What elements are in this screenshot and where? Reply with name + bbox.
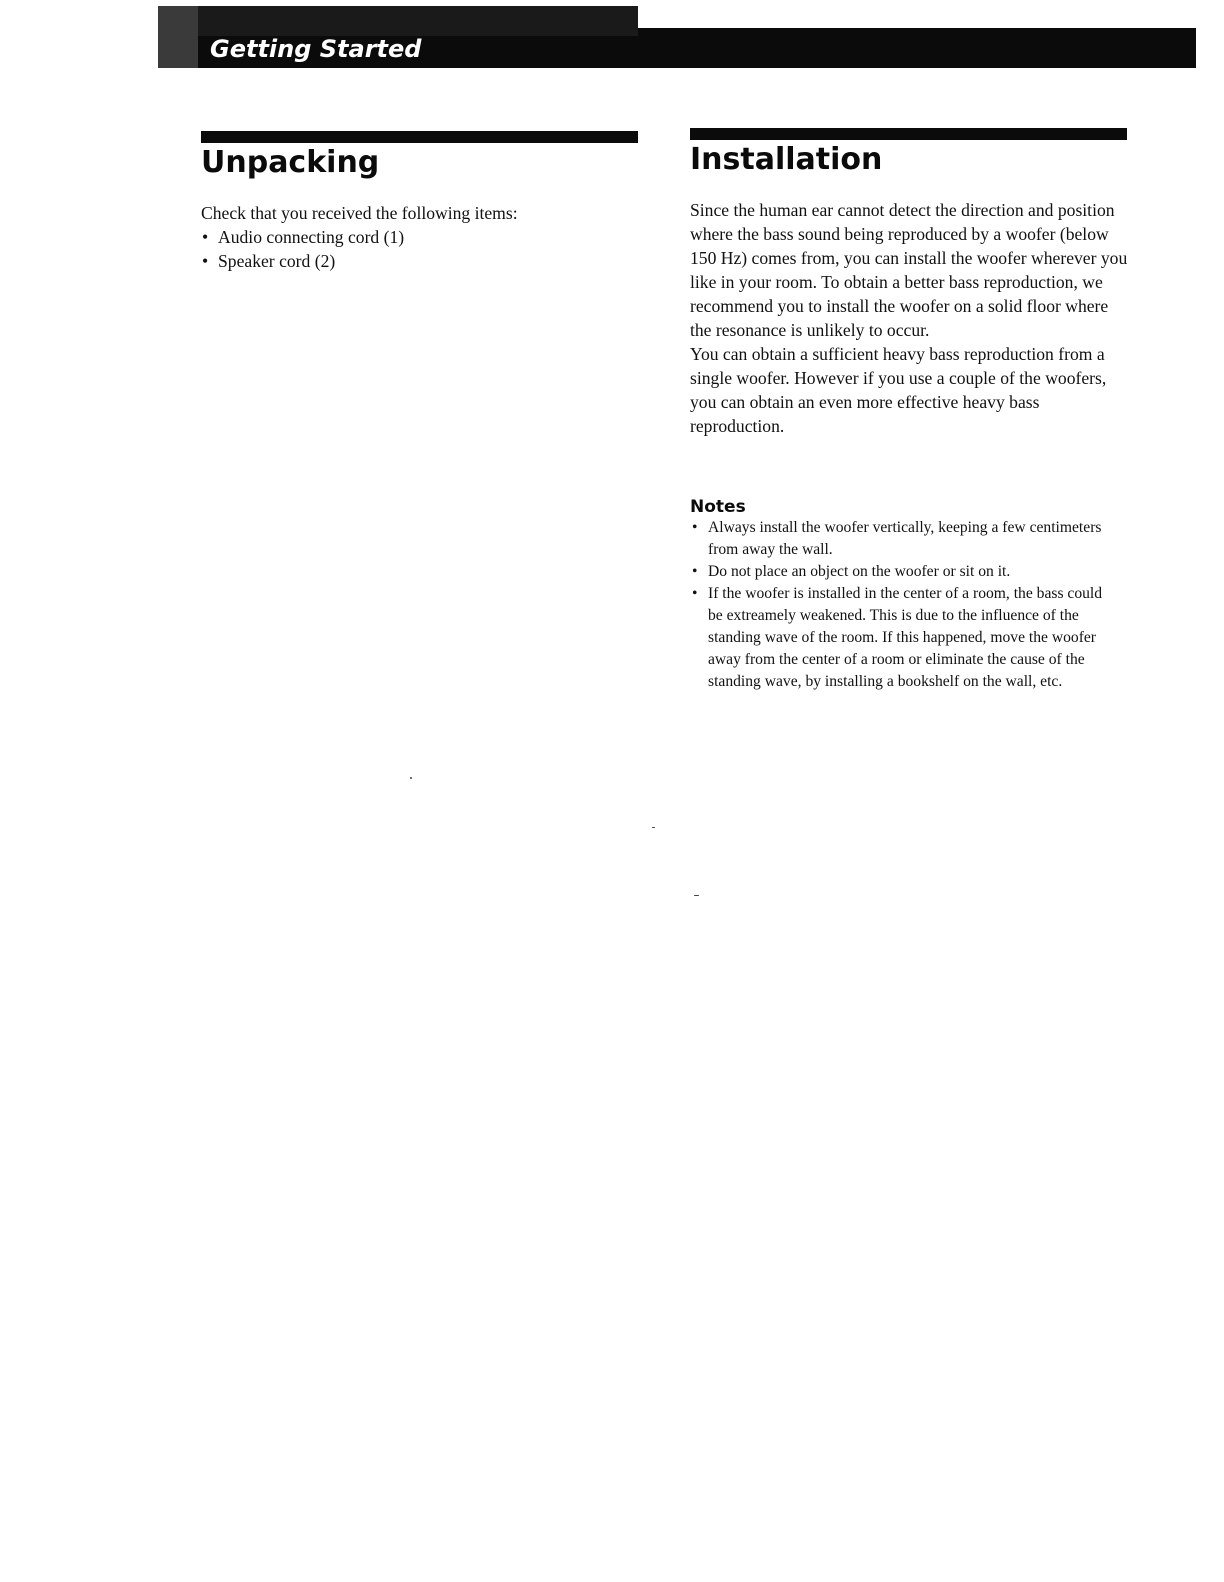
scan-speck	[694, 895, 699, 896]
unpacking-intro: Check that you received the following items:	[201, 203, 518, 223]
list-item: • Speaker cord (2)	[201, 249, 638, 273]
scan-speck	[410, 777, 412, 779]
installation-body	[690, 198, 1130, 438]
unpacking-rule	[201, 131, 638, 143]
note-item: • Do not place an object on the woofer or sit on it.	[690, 561, 1120, 583]
notes-list	[690, 517, 1120, 693]
list-item: • Audio connecting cord (1)	[201, 225, 638, 249]
notes-heading: Notes	[690, 497, 746, 517]
installation-title: Installation	[690, 142, 883, 177]
unpacking-list	[201, 225, 638, 273]
unpacking-title: Unpacking	[201, 145, 380, 180]
header-corner-texture	[158, 6, 198, 68]
installation-rule	[690, 128, 1127, 140]
note-item: • If the woofer is installed in the center of a room, the bass could be extreamely weakened. This is due to the influence of the standing wave of the room. If this happened, move the woofer away from the center of a room or eliminate the cause of the standing wave, by installing a bookshelf on the wall, etc.	[690, 583, 1120, 693]
scan-speck	[652, 827, 655, 828]
header-tab	[158, 6, 638, 36]
installation-paragraph: Since the human ear cannot detect the direction and position where the bass sound being reproduced by a woofer (below 150 Hz) comes from, you can install the woofer wherever you like in your room. To obtain a better bass reproduction, we recommend you to install the woofer on a solid floor where the resonance is unlikely to occur.	[690, 200, 1128, 340]
unpacking-body	[201, 201, 638, 273]
note-item: • Always install the woofer vertically, keeping a few centimeters from away the wall.	[690, 517, 1120, 561]
section-label: Getting Started	[210, 35, 422, 63]
installation-paragraph: You can obtain a sufficient heavy bass reproduction from a single woofer. However if you use a couple of the woofers, you can obtain an even more effective heavy bass reproduction.	[690, 344, 1107, 436]
